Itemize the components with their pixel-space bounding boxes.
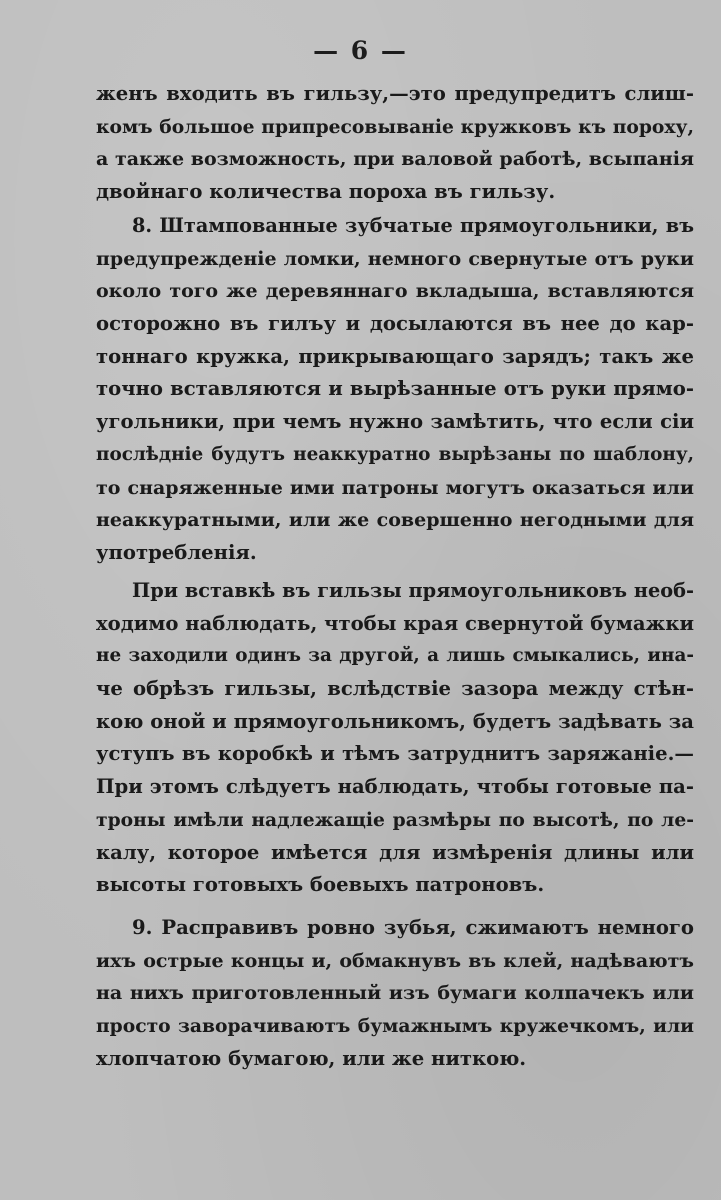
paragraph-3 <box>96 575 694 902</box>
text-line: предупрежденiе ломки, немного свернутые отъ руки <box>96 247 694 270</box>
text-line: послѣднiе будутъ неаккуратно вырѣзаны по шаблону, <box>96 443 694 465</box>
text-line: неаккуратными, или же совершенно негодными для <box>96 509 694 532</box>
paragraph-4 <box>96 912 694 1075</box>
text-line: хлопчатою бумагою, или же ниткою. <box>96 1046 527 1070</box>
text-line: тоннаго кружка, прикрывающаго зарядъ; такъ же <box>96 344 694 368</box>
text-line: 8. Штампованные зубчатые прямоугольники, въ <box>132 214 694 237</box>
text-line: троны имѣли надлежащiе размѣры по высотѣ, по ле- <box>96 808 694 831</box>
text-line: на нихъ приготовленный изъ бумаги колпачекъ или <box>96 982 694 1005</box>
text-line: че обрѣзъ гильзы, вслѣдствiе зазора между стѣн- <box>96 677 694 701</box>
text-line: высоты готовыхъ боевыхъ патроновъ. <box>96 873 545 897</box>
text-line: а также возможность, при валовой работѣ, всыпанiя <box>96 148 694 171</box>
page-number: — 6 — <box>313 36 408 65</box>
text-line: ихъ острые концы и, обмакнувъ въ клей, надѣваютъ <box>96 949 694 972</box>
text-line: точно вставляются и вырѣзанные отъ руки прямо- <box>96 377 694 401</box>
text-line: комъ большое припресовыванiе кружковъ къ пороху, <box>96 115 694 138</box>
text-line: то снаряженные ими патроны могутъ оказаться или <box>96 476 694 499</box>
text-line: около того же деревяннаго вкладыша, вставляются <box>96 280 694 303</box>
paragraph-2 <box>96 210 694 570</box>
text-line: угольники, при чемъ нужно замѣтить, что если сiи <box>96 410 694 434</box>
text-line: употребленiя. <box>96 540 257 564</box>
text-line: 9. Расправивъ ровно зубья, сжимаютъ немного <box>132 916 694 939</box>
text-line: двойнаго количества пороха въ гильзу. <box>96 180 556 204</box>
text-line: ходимо наблюдать, чтобы края свернутой бумажки <box>96 611 694 635</box>
text-line: При этомъ слѣдуетъ наблюдать, чтобы готовые па- <box>96 775 694 799</box>
text-line: женъ входить въ гильзу,—это предупредитъ слиш- <box>96 82 694 105</box>
text-line: не заходили одинъ за другой, а лишь смыкались, ина- <box>96 645 694 667</box>
text-line: При вставкѣ въ гильзы прямоугольниковъ необ- <box>132 579 694 602</box>
text-line: просто заворачиваютъ бумажнымъ кружечкомъ, или <box>96 1015 694 1038</box>
text-line: кою оной и прямоугольникомъ, будетъ задѣвать за <box>96 709 694 733</box>
text-line: уступъ въ коробкѣ и тѣмъ затруднитъ заряжанiе.— <box>96 742 694 766</box>
paragraph-1 <box>96 78 694 209</box>
text-line: калу, которое имѣется для измѣренiя длины или <box>96 840 694 864</box>
text-line: осторожно въ гилъу и досылаются въ нее до кар- <box>96 312 694 336</box>
